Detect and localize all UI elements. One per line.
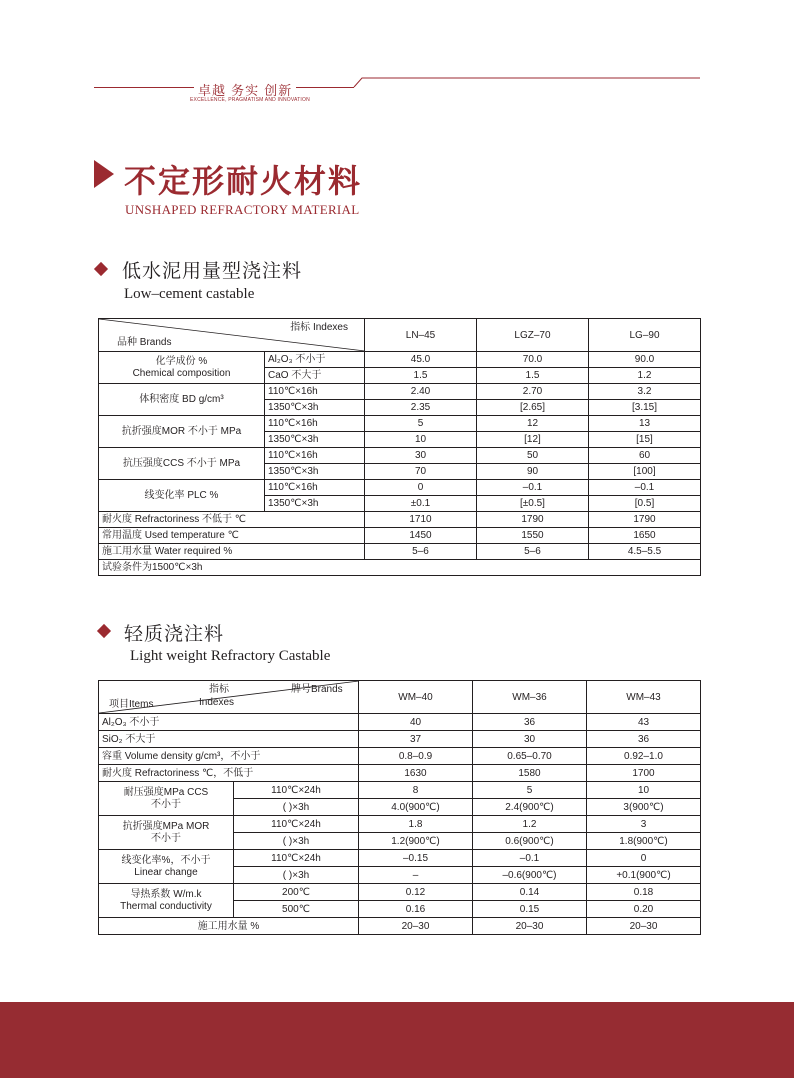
table-cell: –0.15 <box>359 850 473 867</box>
header-brands: 牌号Brands <box>291 684 343 695</box>
header-rule-left <box>94 87 194 88</box>
al2o3-label: Al₂O₃ 不小于 <box>99 714 359 731</box>
table-cell: 90.0 <box>589 352 701 368</box>
table-cell: 0.20 <box>587 901 701 918</box>
table-cell: 10 <box>365 432 477 448</box>
brand-header: LGZ–70 <box>477 319 589 352</box>
table-cell: 1.2 <box>589 368 701 384</box>
chem-label: 化学成份 % Chemical composition <box>99 352 265 384</box>
table-cell: 1580 <box>473 765 587 782</box>
thermal-conductivity-label: 导热系数 W/m.k Thermal conductivity <box>99 884 234 918</box>
table-cell: 0 <box>365 480 477 496</box>
table-cell: [2.65] <box>477 400 589 416</box>
table-cell: 70.0 <box>477 352 589 368</box>
table-cell: –0.6(900℃) <box>473 867 587 884</box>
footer-band <box>0 1002 794 1078</box>
table-cell: +0.1(900℃) <box>587 867 701 884</box>
condition-label: 110℃×16h <box>265 480 365 496</box>
table-cell: 36 <box>587 731 701 748</box>
table-cell: 1.2 <box>473 816 587 833</box>
header-brands: 品种 Brands <box>117 337 172 348</box>
table-cell: 0.14 <box>473 884 587 901</box>
section2-title: 轻质浇注料 <box>124 623 225 645</box>
header-indexes: Indexes <box>199 697 235 708</box>
header-diagonal-cell <box>99 681 359 714</box>
table-cell: 5 <box>473 782 587 799</box>
table-cell: 10 <box>587 782 701 799</box>
condition-label: ( )×3h <box>234 833 359 850</box>
bd-label: 体积密度 BD g/cm³ <box>99 384 265 416</box>
table-cell: 2.40 <box>365 384 477 400</box>
table-cell: 0.15 <box>473 901 587 918</box>
table-cell: 37 <box>359 731 473 748</box>
table-cell: –0.1 <box>589 480 701 496</box>
cao-label: CaO 不大于 <box>265 368 365 384</box>
plc-label: 线变化率 PLC % <box>99 480 265 512</box>
table-cell: 45.0 <box>365 352 477 368</box>
refractoriness-label: 耐火度 Refractoriness 不低于 ℃ <box>99 512 365 528</box>
condition-label: 110℃×24h <box>234 816 359 833</box>
table-cell: – <box>359 867 473 884</box>
mor-label: 抗折强度MPa MOR 不小于 <box>99 816 234 850</box>
table-cell: 30 <box>473 731 587 748</box>
table-cell: 13 <box>589 416 701 432</box>
ccs-label: 耐压强度MPa CCS 不小于 <box>99 782 234 816</box>
table-cell: –0.1 <box>477 480 589 496</box>
table-cell: 1630 <box>359 765 473 782</box>
header-indexes: 指标 Indexes <box>290 322 348 333</box>
table-cell: 0.6(900℃) <box>473 833 587 850</box>
table-cell: 0 <box>587 850 701 867</box>
density-label: 容重 Volume density g/cm³，不小于 <box>99 748 359 765</box>
table-cell: 8 <box>359 782 473 799</box>
sio2-label: SiO₂ 不大于 <box>99 731 359 748</box>
test-condition-note: 试验条件为1500℃×3h <box>99 560 701 576</box>
al2o3-label: Al₂O₃ 不小于 <box>265 352 365 368</box>
brand-header: WM–43 <box>587 681 701 714</box>
condition-label: 1350℃×3h <box>265 400 365 416</box>
used-temp-label: 常用温度 Used temperature ℃ <box>99 528 365 544</box>
header-diagonal-cell <box>99 319 365 352</box>
condition-label: 1350℃×3h <box>265 496 365 512</box>
table-cell: 0.12 <box>359 884 473 901</box>
page-title: 不定形耐火材料 <box>124 162 363 200</box>
refractoriness-label: 耐火度 Refractoriness ℃，不低于 <box>99 765 359 782</box>
table-cell: 50 <box>477 448 589 464</box>
table-cell: 1700 <box>587 765 701 782</box>
table-cell: 1.8 <box>359 816 473 833</box>
ccs-label: 抗压强度CCS 不小于 MPa <box>99 448 265 480</box>
title-triangle-icon <box>94 160 114 188</box>
condition-label: 500℃ <box>234 901 359 918</box>
table-cell: 1790 <box>589 512 701 528</box>
table-cell: 60 <box>589 448 701 464</box>
condition-label: 110℃×16h <box>265 448 365 464</box>
condition-label: ( )×3h <box>234 867 359 884</box>
section1-title: 低水泥用量型浇注料 <box>122 260 303 282</box>
condition-label: 1350℃×3h <box>265 464 365 480</box>
slogan-en: EXCELLENCE, PRAGMATISM AND INNOVATION <box>190 97 310 103</box>
condition-label: ( )×3h <box>234 799 359 816</box>
table-cell: ±0.1 <box>365 496 477 512</box>
table-cell: 4.5–5.5 <box>589 544 701 560</box>
table-cell: 20–30 <box>359 918 473 935</box>
water-label: 施工用水量 % <box>99 918 359 935</box>
mor-label: 抗折强度MOR 不小于 MPa <box>99 416 265 448</box>
table-cell: 0.16 <box>359 901 473 918</box>
table-cell: 1.5 <box>365 368 477 384</box>
table-cell: 36 <box>473 714 587 731</box>
table-cell: 40 <box>359 714 473 731</box>
table-cell: 1710 <box>365 512 477 528</box>
table-cell: 0.92–1.0 <box>587 748 701 765</box>
table-cell: [12] <box>477 432 589 448</box>
table-cell: 1.8(900℃) <box>587 833 701 850</box>
table-cell: 3 <box>587 816 701 833</box>
table-cell: 2.35 <box>365 400 477 416</box>
table-cell: 1650 <box>589 528 701 544</box>
table-cell: [100] <box>589 464 701 480</box>
lightweight-table <box>98 680 701 935</box>
table-cell: [15] <box>589 432 701 448</box>
header-rule-step <box>290 76 702 90</box>
table-cell: 30 <box>365 448 477 464</box>
table-cell: 1450 <box>365 528 477 544</box>
table-cell: 5 <box>365 416 477 432</box>
brand-header: WM–40 <box>359 681 473 714</box>
table-cell: 12 <box>477 416 589 432</box>
table-cell: 20–30 <box>587 918 701 935</box>
condition-label: 110℃×16h <box>265 384 365 400</box>
table-cell: 1.2(900℃) <box>359 833 473 850</box>
section2-diamond-icon <box>97 624 111 638</box>
linear-change-label: 线变化率%，不小于 Linear change <box>99 850 234 884</box>
table-cell: 4.0(900℃) <box>359 799 473 816</box>
header-items: 项目Items <box>109 699 154 710</box>
table-cell: 5–6 <box>365 544 477 560</box>
table-cell: –0.1 <box>473 850 587 867</box>
condition-label: 110℃×16h <box>265 416 365 432</box>
brand-header: WM–36 <box>473 681 587 714</box>
table-cell: 3(900℃) <box>587 799 701 816</box>
table-cell: 0.8–0.9 <box>359 748 473 765</box>
table-cell: 43 <box>587 714 701 731</box>
table-cell: 3.2 <box>589 384 701 400</box>
header-zhibiao: 指标 <box>209 684 229 695</box>
condition-label: 200℃ <box>234 884 359 901</box>
water-label: 施工用水量 Water required % <box>99 544 365 560</box>
table-cell: 1790 <box>477 512 589 528</box>
page-subtitle: UNSHAPED REFRACTORY MATERIAL <box>125 202 360 217</box>
condition-label: 1350℃×3h <box>265 432 365 448</box>
table-cell: [3.15] <box>589 400 701 416</box>
table-cell: [0.5] <box>589 496 701 512</box>
table-cell: 2.70 <box>477 384 589 400</box>
brand-header: LG–90 <box>589 319 701 352</box>
condition-label: 110℃×24h <box>234 850 359 867</box>
table-cell: 70 <box>365 464 477 480</box>
condition-label: 110℃×24h <box>234 782 359 799</box>
table-cell: 20–30 <box>473 918 587 935</box>
table-cell: 0.18 <box>587 884 701 901</box>
table-cell: [±0.5] <box>477 496 589 512</box>
table-cell: 2.4(900℃) <box>473 799 587 816</box>
section1-diamond-icon <box>94 262 108 276</box>
slogan-cn: 卓越 务实 创新 <box>198 84 293 99</box>
low-cement-table <box>98 318 701 576</box>
brand-header: LN–45 <box>365 319 477 352</box>
section1-subtitle: Low–cement castable <box>124 286 255 302</box>
table-cell: 1550 <box>477 528 589 544</box>
table-cell: 1.5 <box>477 368 589 384</box>
table-cell: 0.65–0.70 <box>473 748 587 765</box>
table-cell: 90 <box>477 464 589 480</box>
section2-subtitle: Light weight Refractory Castable <box>130 648 331 664</box>
table-cell: 5–6 <box>477 544 589 560</box>
